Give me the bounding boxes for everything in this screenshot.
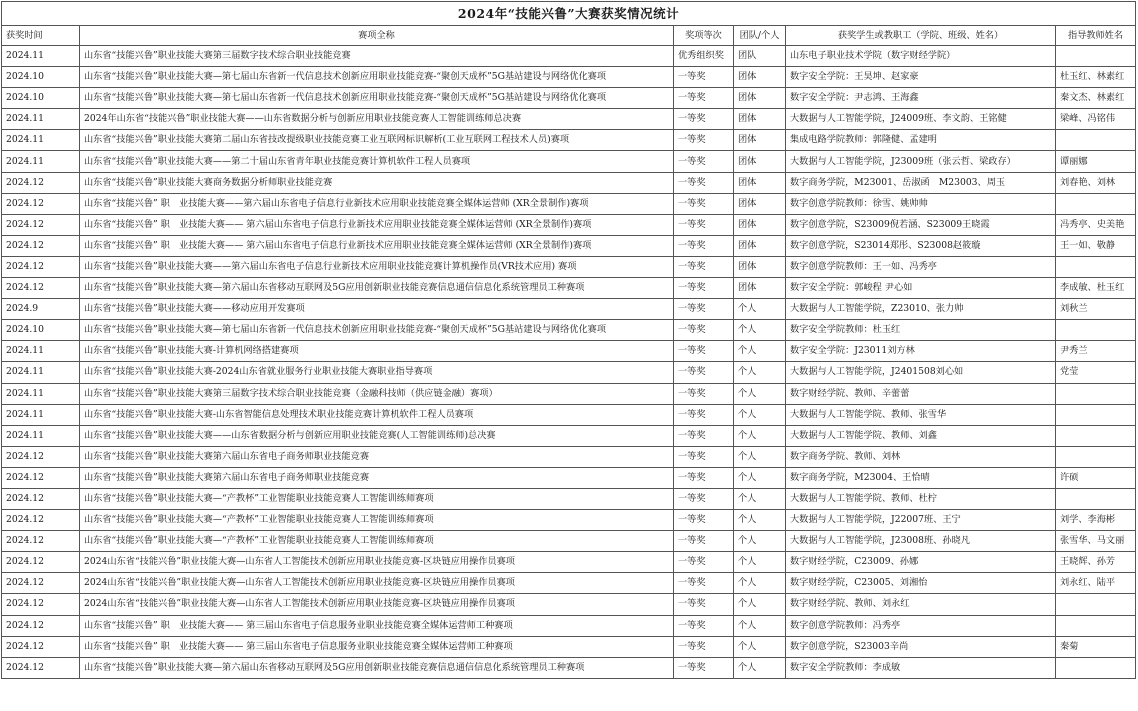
cell-advisor: 刘学、李海彬 [1056, 510, 1136, 531]
cell-advisor [1056, 383, 1136, 404]
cell-advisor: 党莹 [1056, 362, 1136, 383]
cell-award-level: 一等奖 [674, 446, 734, 467]
cell-team-individual: 个人 [734, 383, 786, 404]
cell-competition-name: 山东省“技能兴鲁”职业技能大赛商务数据分析师职业技能竞赛 [80, 172, 674, 193]
table-row [2, 362, 1136, 383]
cell-advisor [1056, 256, 1136, 277]
cell-competition-name: 山东省“技能兴鲁”职业技能大赛—“产教杯”工业智能职业技能竞赛人工智能训练师赛项 [80, 531, 674, 552]
cell-competition-name: 2024山东省“技能兴鲁”职业技能大赛—山东省人工智能技术创新应用职业技能竞赛-区块链应用操作员赛项 [80, 552, 674, 573]
cell-winners: 数字商务学院，M23004、王恰晴 [786, 467, 1056, 488]
cell-advisor [1056, 130, 1136, 151]
table-row [2, 341, 1136, 362]
cell-competition-name: 山东省“技能兴鲁”职业技能大赛——第六届山东省电子信息行业新技术应用职业技能竞赛计算机操作员(VR技术应用) 赛项 [80, 256, 674, 277]
cell-team-individual: 个人 [734, 615, 786, 636]
cell-team-individual: 个人 [734, 636, 786, 657]
cell-award-time: 2024.12 [2, 214, 80, 235]
header-winners: 获奖学生或教职工（学院、班级、姓名） [786, 26, 1056, 46]
cell-award-time: 2024.10 [2, 88, 80, 109]
table-body [2, 46, 1136, 679]
cell-award-time: 2024.12 [2, 615, 80, 636]
cell-award-time: 2024.12 [2, 573, 80, 594]
header-award-level: 奖项等次 [674, 26, 734, 46]
table-row [2, 109, 1136, 130]
cell-competition-name: 2024年山东省“技能兴鲁”职业技能大赛——山东省数据分析与创新应用职业技能竞赛人工智能训练师总决赛 [80, 109, 674, 130]
table-row [2, 446, 1136, 467]
cell-award-level: 一等奖 [674, 299, 734, 320]
table-row [2, 615, 1136, 636]
table-row [2, 67, 1136, 88]
cell-winners: 数字创意学院，S23009倪若涵、S23009王晓霞 [786, 214, 1056, 235]
cell-competition-name: 山东省“技能兴鲁”职业技能大赛——移动应用开发赛项 [80, 299, 674, 320]
table-row [2, 594, 1136, 615]
cell-award-time: 2024.12 [2, 657, 80, 678]
cell-advisor: 尹秀兰 [1056, 341, 1136, 362]
table-row [2, 552, 1136, 573]
cell-award-level: 一等奖 [674, 636, 734, 657]
cell-winners: 集成电路学院教师：郭隆健、孟建明 [786, 130, 1056, 151]
cell-winners: 大数据与人工智能学院、教师、张雪华 [786, 404, 1056, 425]
header-team-individual: 团队/个人 [734, 26, 786, 46]
table-row [2, 425, 1136, 446]
cell-winners: 大数据与人工智能学院，J23008班、孙晓凡 [786, 531, 1056, 552]
cell-award-level: 一等奖 [674, 657, 734, 678]
cell-advisor [1056, 446, 1136, 467]
cell-team-individual: 个人 [734, 594, 786, 615]
cell-award-time: 2024.11 [2, 362, 80, 383]
award-table [1, 1, 1136, 679]
cell-award-level: 一等奖 [674, 109, 734, 130]
cell-team-individual: 团体 [734, 214, 786, 235]
cell-team-individual: 个人 [734, 320, 786, 341]
cell-competition-name: 山东省“技能兴鲁”职业技能大赛第三届数字技术综合职业技能竞赛 [80, 46, 674, 67]
cell-award-time: 2024.9 [2, 299, 80, 320]
header-competition-name: 赛项全称 [80, 26, 674, 46]
cell-award-level: 一等奖 [674, 362, 734, 383]
cell-team-individual: 团体 [734, 235, 786, 256]
table-row [2, 657, 1136, 678]
table-row [2, 193, 1136, 214]
cell-team-individual: 团体 [734, 172, 786, 193]
cell-winners: 数字创意学院教师：王一如、冯秀亭 [786, 256, 1056, 277]
cell-advisor: 刘春艳、刘林 [1056, 172, 1136, 193]
cell-competition-name: 山东省“技能兴鲁”职业技能大赛—第六届山东省移动互联网及5G应用创新职业技能竞赛信息通信信息化系统管理员工种赛项 [80, 278, 674, 299]
cell-award-level: 一等奖 [674, 383, 734, 404]
table-row [2, 235, 1136, 256]
cell-award-time: 2024.10 [2, 320, 80, 341]
cell-award-level: 一等奖 [674, 88, 734, 109]
cell-award-time: 2024.11 [2, 46, 80, 67]
table-row [2, 88, 1136, 109]
cell-advisor [1056, 193, 1136, 214]
cell-winners: 大数据与人工智能学院、教师、杜柠 [786, 488, 1056, 509]
cell-award-level: 一等奖 [674, 278, 734, 299]
cell-competition-name: 山东省“技能兴鲁” 职 业技能大赛—— 第六届山东省电子信息行业新技术应用职业技能竞赛全媒体运营师 (XR全景制作)赛项 [80, 214, 674, 235]
cell-winners: 大数据与人工智能学院，J22007班、王宁 [786, 510, 1056, 531]
cell-award-level: 一等奖 [674, 151, 734, 172]
cell-advisor: 梁峰、冯铭伟 [1056, 109, 1136, 130]
cell-team-individual: 个人 [734, 425, 786, 446]
cell-team-individual: 个人 [734, 341, 786, 362]
cell-team-individual: 个人 [734, 510, 786, 531]
cell-winners: 数字财经学院、教师、刘永红 [786, 594, 1056, 615]
cell-award-time: 2024.11 [2, 130, 80, 151]
cell-winners: 大数据与人工智能学院，J24009班、李文韵、王铭健 [786, 109, 1056, 130]
cell-award-time: 2024.12 [2, 446, 80, 467]
cell-award-time: 2024.12 [2, 531, 80, 552]
cell-competition-name: 山东省“技能兴鲁”职业技能大赛——山东省数据分析与创新应用职业技能竞赛(人工智能训练师)总决赛 [80, 425, 674, 446]
cell-advisor: 秦文杰、林素红 [1056, 88, 1136, 109]
header-advisor: 指导教师姓名 [1056, 26, 1136, 46]
cell-competition-name: 山东省“技能兴鲁”职业技能大赛—“产教杯”工业智能职业技能竞赛人工智能训练师赛项 [80, 488, 674, 509]
cell-award-time: 2024.12 [2, 552, 80, 573]
cell-team-individual: 个人 [734, 488, 786, 509]
cell-award-time: 2024.12 [2, 488, 80, 509]
cell-award-time: 2024.12 [2, 193, 80, 214]
cell-advisor: 王晓辉、孙芳 [1056, 552, 1136, 573]
cell-award-level: 一等奖 [674, 404, 734, 425]
cell-award-level: 一等奖 [674, 320, 734, 341]
cell-team-individual: 个人 [734, 531, 786, 552]
cell-advisor: 张雪华、马文丽 [1056, 531, 1136, 552]
cell-award-level: 一等奖 [674, 467, 734, 488]
cell-winners: 数字商务学院、教师、刘林 [786, 446, 1056, 467]
cell-advisor [1056, 488, 1136, 509]
table-row [2, 467, 1136, 488]
cell-winners: 数字安全学院教师：李成敏 [786, 657, 1056, 678]
cell-team-individual: 个人 [734, 552, 786, 573]
cell-team-individual: 团体 [734, 278, 786, 299]
cell-competition-name: 山东省“技能兴鲁” 职 业技能大赛—— 第三届山东省电子信息服务业职业技能竞赛全媒体运营师工种赛项 [80, 636, 674, 657]
table-row [2, 256, 1136, 277]
cell-competition-name: 山东省“技能兴鲁”职业技能大赛—第七届山东省新一代信息技术创新应用职业技能竞赛-“聚创天成杯”5G基站建设与网络优化赛项 [80, 88, 674, 109]
cell-winners: 大数据与人工智能学院，Z23010、张力帅 [786, 299, 1056, 320]
cell-winners: 数字安全学院：J23011刘方林 [786, 341, 1056, 362]
cell-advisor: 谭丽娜 [1056, 151, 1136, 172]
header-row [2, 26, 1136, 46]
cell-team-individual: 团体 [734, 193, 786, 214]
cell-team-individual: 团体 [734, 109, 786, 130]
cell-award-level: 一等奖 [674, 594, 734, 615]
table-row [2, 510, 1136, 531]
cell-advisor: 冯秀亭、史美艳 [1056, 214, 1136, 235]
cell-winners: 数字商务学院，M23001、岳淑函 M23003、周玉 [786, 172, 1056, 193]
cell-winners: 数字安全学院：尹志鸿、王海鑫 [786, 88, 1056, 109]
cell-advisor [1056, 615, 1136, 636]
cell-competition-name: 山东省“技能兴鲁”职业技能大赛第六届山东省电子商务师职业技能竞赛 [80, 467, 674, 488]
cell-team-individual: 个人 [734, 657, 786, 678]
table-row [2, 531, 1136, 552]
cell-award-level: 一等奖 [674, 341, 734, 362]
cell-award-level: 一等奖 [674, 235, 734, 256]
cell-winners: 大数据与人工智能学院，J23009班（张云哲、梁政存） [786, 151, 1056, 172]
cell-team-individual: 个人 [734, 362, 786, 383]
cell-advisor: 刘秋兰 [1056, 299, 1136, 320]
cell-team-individual: 团体 [734, 256, 786, 277]
cell-winners: 数字创意学院教师：徐雪、姚帅帅 [786, 193, 1056, 214]
cell-winners: 数字财经学院，C23005、刘湘怡 [786, 573, 1056, 594]
cell-team-individual: 团队 [734, 46, 786, 67]
header-award-time: 获奖时间 [2, 26, 80, 46]
cell-competition-name: 山东省“技能兴鲁”职业技能大赛第六届山东省电子商务师职业技能竞赛 [80, 446, 674, 467]
cell-team-individual: 团体 [734, 151, 786, 172]
cell-competition-name: 山东省“技能兴鲁”职业技能大赛—第七届山东省新一代信息技术创新应用职业技能竞赛-“聚创天成杯”5G基站建设与网络优化赛项 [80, 67, 674, 88]
table-row [2, 130, 1136, 151]
cell-award-level: 一等奖 [674, 214, 734, 235]
cell-team-individual: 个人 [734, 404, 786, 425]
cell-competition-name: 山东省“技能兴鲁” 职 业技能大赛—— 第三届山东省电子信息服务业职业技能竞赛全媒体运营师工种赛项 [80, 615, 674, 636]
table-row [2, 278, 1136, 299]
cell-winners: 数字安全学院：王昊坤、赵家豪 [786, 67, 1056, 88]
cell-team-individual: 个人 [734, 573, 786, 594]
table-row [2, 383, 1136, 404]
cell-competition-name: 山东省“技能兴鲁”职业技能大赛第二届山东省技改提级职业技能竞赛工业互联网标识解析(工业互联网工程技术人员)赛项 [80, 130, 674, 151]
cell-competition-name: 山东省“技能兴鲁”职业技能大赛-计算机网络搭建赛项 [80, 341, 674, 362]
cell-award-level: 一等奖 [674, 552, 734, 573]
cell-competition-name: 山东省“技能兴鲁” 职 业技能大赛—— 第六届山东省电子信息行业新技术应用职业技能竞赛全媒体运营师 (XR全景制作)赛项 [80, 235, 674, 256]
cell-advisor [1056, 425, 1136, 446]
table-row [2, 151, 1136, 172]
cell-team-individual: 个人 [734, 299, 786, 320]
cell-award-level: 一等奖 [674, 256, 734, 277]
cell-winners: 数字创意学院，S23003辛尚 [786, 636, 1056, 657]
cell-award-level: 一等奖 [674, 615, 734, 636]
cell-advisor: 杜玉红、林素红 [1056, 67, 1136, 88]
table-row [2, 46, 1136, 67]
cell-advisor: 秦菊 [1056, 636, 1136, 657]
cell-winners: 数字创意学院，S23014郑彤、S23008赵筱璇 [786, 235, 1056, 256]
cell-competition-name: 2024山东省“技能兴鲁”职业技能大赛—山东省人工智能技术创新应用职业技能竞赛-区块链应用操作员赛项 [80, 573, 674, 594]
cell-award-time: 2024.12 [2, 594, 80, 615]
cell-award-time: 2024.11 [2, 404, 80, 425]
cell-award-time: 2024.11 [2, 151, 80, 172]
table-row [2, 214, 1136, 235]
cell-award-time: 2024.12 [2, 636, 80, 657]
sheet-title: 2024年“技能兴鲁”大赛获奖情况统计 [2, 2, 1136, 26]
cell-advisor [1056, 320, 1136, 341]
cell-team-individual: 团体 [734, 88, 786, 109]
cell-winners: 数字安全学院：郭峻程 尹心如 [786, 278, 1056, 299]
cell-award-time: 2024.12 [2, 235, 80, 256]
table-row [2, 404, 1136, 425]
cell-competition-name: 山东省“技能兴鲁”职业技能大赛—第七届山东省新一代信息技术创新应用职业技能竞赛-“聚创天成杯”5G基站建设与网络优化赛项 [80, 320, 674, 341]
cell-award-level: 一等奖 [674, 130, 734, 151]
cell-team-individual: 个人 [734, 467, 786, 488]
cell-competition-name: 山东省“技能兴鲁”职业技能大赛——第二十届山东省青年职业技能竞赛计算机软件工程人员赛项 [80, 151, 674, 172]
cell-advisor: 王一如、敬静 [1056, 235, 1136, 256]
cell-award-level: 优秀组织奖 [674, 46, 734, 67]
cell-award-time: 2024.10 [2, 67, 80, 88]
cell-competition-name: 山东省“技能兴鲁”职业技能大赛第三届数字技术综合职业技能竞赛（金融科技师（供应链金融）赛项） [80, 383, 674, 404]
table-row [2, 636, 1136, 657]
table-row [2, 172, 1136, 193]
cell-award-time: 2024.11 [2, 383, 80, 404]
cell-winners: 大数据与人工智能学院、教师、刘鑫 [786, 425, 1056, 446]
cell-advisor: 刘永红、陆平 [1056, 573, 1136, 594]
cell-team-individual: 团体 [734, 130, 786, 151]
table-row [2, 573, 1136, 594]
cell-award-level: 一等奖 [674, 573, 734, 594]
cell-winners: 数字财经学院、教师、辛蕾蕾 [786, 383, 1056, 404]
cell-award-time: 2024.12 [2, 510, 80, 531]
cell-award-time: 2024.12 [2, 278, 80, 299]
cell-award-level: 一等奖 [674, 425, 734, 446]
cell-advisor [1056, 404, 1136, 425]
cell-competition-name: 山东省“技能兴鲁” 职 业技能大赛——第六届山东省电子信息行业新技术应用职业技能竞赛全媒体运营师 (XR全景制作)赛项 [80, 193, 674, 214]
award-statistics-sheet [1, 1, 1135, 679]
cell-team-individual: 个人 [734, 446, 786, 467]
cell-winners: 大数据与人工智能学院，J2401508刘心如 [786, 362, 1056, 383]
table-row [2, 320, 1136, 341]
cell-winners: 山东电子职业技术学院（数字财经学院） [786, 46, 1056, 67]
cell-competition-name: 山东省“技能兴鲁”职业技能大赛—“产教杯”工业智能职业技能竞赛人工智能训练师赛项 [80, 510, 674, 531]
cell-award-level: 一等奖 [674, 193, 734, 214]
cell-competition-name: 山东省“技能兴鲁”职业技能大赛—第六届山东省移动互联网及5G应用创新职业技能竞赛信息通信信息化系统管理员工种赛项 [80, 657, 674, 678]
cell-award-time: 2024.12 [2, 256, 80, 277]
cell-advisor [1056, 594, 1136, 615]
cell-advisor: 李成敏、杜玉红 [1056, 278, 1136, 299]
cell-team-individual: 团体 [734, 67, 786, 88]
cell-competition-name: 2024山东省“技能兴鲁”职业技能大赛—山东省人工智能技术创新应用职业技能竞赛-区块链应用操作员赛项 [80, 594, 674, 615]
cell-advisor [1056, 46, 1136, 67]
cell-award-level: 一等奖 [674, 510, 734, 531]
cell-winners: 数字安全学院教师：杜玉红 [786, 320, 1056, 341]
cell-award-level: 一等奖 [674, 488, 734, 509]
cell-award-level: 一等奖 [674, 531, 734, 552]
cell-award-level: 一等奖 [674, 67, 734, 88]
table-row [2, 299, 1136, 320]
cell-award-time: 2024.11 [2, 425, 80, 446]
cell-award-time: 2024.12 [2, 467, 80, 488]
cell-winners: 数字财经学院，C23009、孙娜 [786, 552, 1056, 573]
cell-competition-name: 山东省“技能兴鲁”职业技能大赛-2024山东省就业服务行业职业技能大赛职业指导赛项 [80, 362, 674, 383]
cell-advisor [1056, 657, 1136, 678]
cell-competition-name: 山东省“技能兴鲁”职业技能大赛-山东省智能信息处理技术职业技能竞赛计算机软件工程人员赛项 [80, 404, 674, 425]
cell-winners: 数字创意学院教师：冯秀亭 [786, 615, 1056, 636]
cell-award-time: 2024.12 [2, 172, 80, 193]
cell-award-level: 一等奖 [674, 172, 734, 193]
cell-advisor: 许硕 [1056, 467, 1136, 488]
cell-award-time: 2024.11 [2, 109, 80, 130]
cell-award-time: 2024.11 [2, 341, 80, 362]
table-row [2, 488, 1136, 509]
